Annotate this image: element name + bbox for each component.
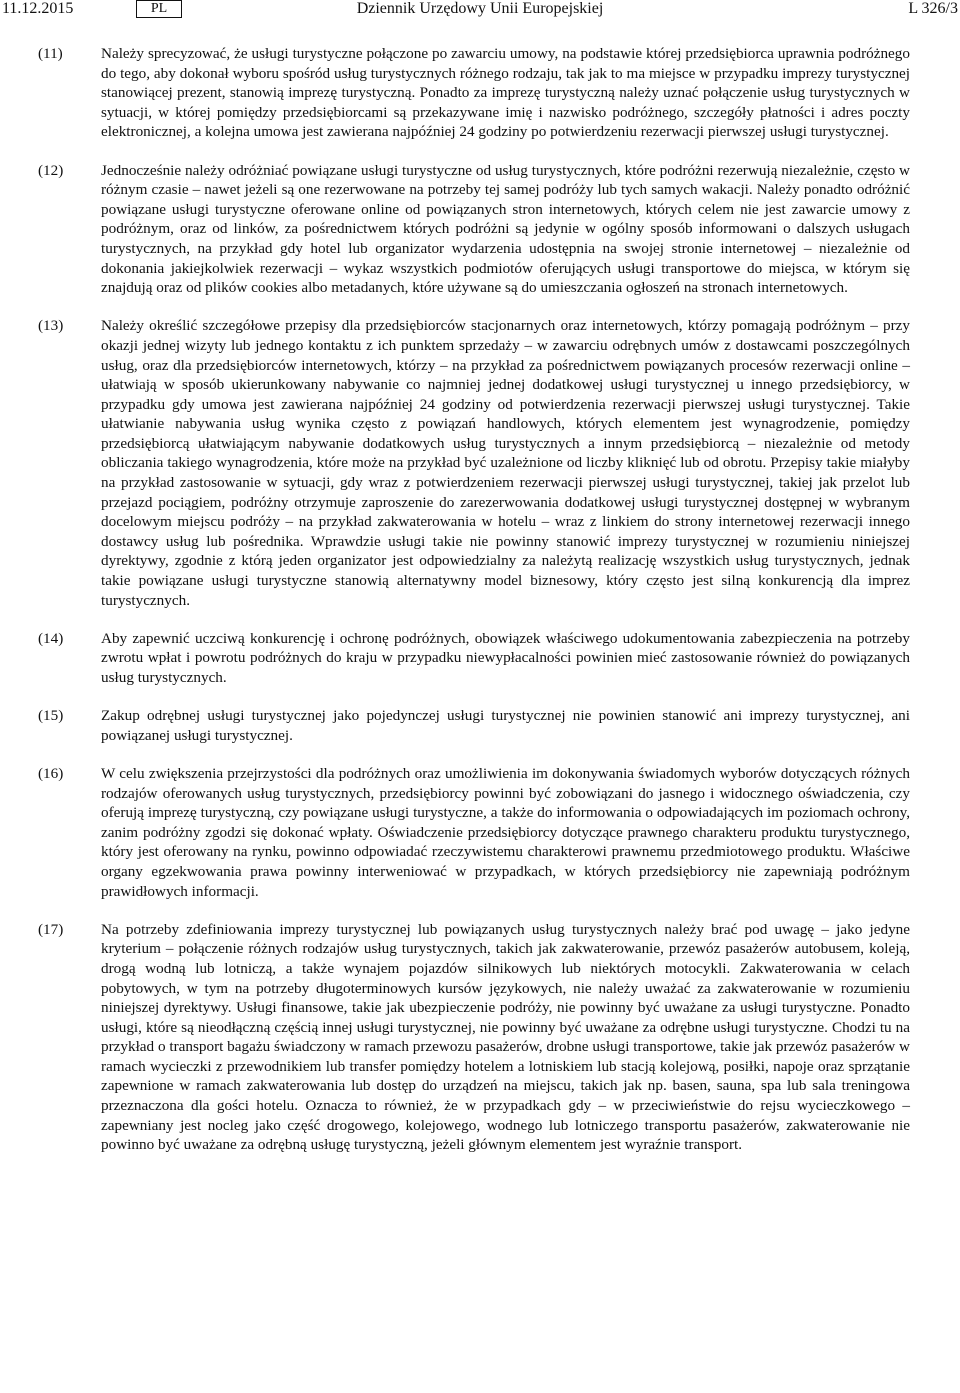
recital-text: Należy sprecyzować, że usługi turystyczne połączone po zawarciu umowy, na podstawie której przedsiębiorca uprawnia podróżnego do tego, aby dokonał wyboru spośród usług turystycznych różnego rodzaju, tak jak to ma miejsce w przypadku imprezy turystycznej stanowiącej prezent, stanowią imprezę turystyczną. Ponadto za imprezę turystyczną należy uznać połączenie usług turystycznych w sytuacji, w której pomiędzy przedsiębiorcami są przekazywane imię i nazwisko podróżnego, szczegóły płatności i adres poczty elektronicznej, a kolejna umowa jest zawierana najpóźniej 24 godziny po potwierdzeniu rezerwacji pierwszej usługi turystycznej. <box>101 45 910 141</box>
recital-number: (16) <box>38 764 64 782</box>
recital-14 <box>0 629 960 688</box>
recital-number: (11) <box>38 45 63 62</box>
recital-17 <box>0 920 960 1155</box>
recital-number: (12) <box>38 161 64 179</box>
recital-11 <box>0 44 960 142</box>
page-header <box>0 0 960 24</box>
recitals-list <box>0 44 960 1173</box>
recital-number: (14) <box>38 629 64 647</box>
publication-date: 11.12.2015 <box>2 0 74 17</box>
recital-text: Zakup odrębnej usługi turystycznej jako pojedynczej usługi turystycznej nie powinien stanowić ani imprezy turystycznej, ani powiązanej usługi turystycznej. <box>101 707 910 744</box>
recital-text: Na potrzeby zdefiniowania imprezy turystycznej lub powiązanych usług turystycznych należy brać pod uwagę – jako jedyne kryterium – połączenie różnych rodzajów usług turystycznych, takich jak zakwaterowanie, przewóz pasażerów autobusem, koleją, drogą wodną lub lotniczą, a także wynajem pojazdów silnikowych lub niektórych motocykli. Zakwaterowania w celach pobytowych, w tym na potrzeby długoterminowych kursów językowych, nie należy uważać za zakwaterowanie w rozumieniu niniejszej dyrektywy. Usługi finansowe, takie jak ubezpieczenie podróży, nie powinny być uważane za usługi turystyczne. Ponadto usługi, które są nieodłączną częścią innej usługi turystycznej, nie powinny być uważane za odrębne usługi turystyczne. Chodzi tu na przykład o transport bagażu świadczony w ramach przewozu pasażerów, drobne usługi transportowe, takie jak przewóz pasażerów w ramach wycieczki z przewodnikiem lub transfer pomiędzy hotelem a lotniskiem lub stacją kolejową, posiłki, napoje oraz sprzątanie zapewnione w ramach zakwaterowania lub dostęp do urządzeń na miejscu, takich jak np. basen, sauna, spa lub sala treningowa przeznaczona dla gości hotelu. Oznacza to również, że w przypadkach gdy – w przeciwieństwie do rejsu wycieczkowego – zapewniany jest nocleg jako część drogowego, kolejowego, wodnego lub lotniczego transportu pasażerów, zakwaterowanie nie powinno być uważane za odrębną usługę turystyczną, jeżeli głównym elementem jest wyraźnie transport. <box>101 920 910 1154</box>
recital-text: Należy określić szczegółowe przepisy dla przedsiębiorców stacjonarnych oraz internetowych, którzy pomagają podróżnym – przy okazji jednej wizyty lub jednego kontaktu z ich punktem sprzedaży – w zawarciu odrębnych umów z dostawcami poszczególnych usług, oraz dla przedsiębiorców internetowych, którzy – na przykład za pośrednictwem powiązanych procesów rezerwacji online – ułatwiają w sposób ukierunkowany nabywanie co najmniej jednej dodatkowej usługi turystycznej u innego przedsiębiorcy, w przypadku gdy umowa jest zawierana najpóźniej 24 godziny od potwierdzenia rezerwacji pierwszej usługi turystycznej. Takie ułatwianie nabywania usług wynika często z powiązań handlowych, których elementem jest wynagrodzenie, pomiędzy przedsiębiorcą ułatwiającym nabywanie dodatkowych usług turystycznych a innym przedsiębiorcą – niezależnie od metody obliczania takiego wynagrodzenia, które może na przykład być uzależnione od liczby kliknięć lub od obrotu. Przepisy takie miałyby na przykład zastosowanie w sytuacji, gdy wraz z potwierdzeniem rezerwacji pierwszej usługi turystycznej, takiej jak przelot lub przejazd pociągiem, podróżny otrzymuje zaproszenie do zarezerwowania dodatkowej usługi turystycznej dostępnej w wybranym docelowym miejscu podróży – na przykład zakwaterowania w hotelu – wraz z linkiem do strony internetowej rezerwacji innego dostawcy usług lub pośrednika. Wprawdzie usługi takie nie powinny stanowić imprezy turystycznej w rozumieniu niniejszej dyrektywy, zgodnie z którą jeden organizator jest odpowiedzialny za należytą realizację wszystkich usług turystycznych, jednak takie powiązane usługi turystyczne stanowią alternatywny model biznesowy, który często jest silną konkurencją dla imprez turystycznych. <box>101 317 910 609</box>
language-badge: PL <box>136 0 182 18</box>
recital-16 <box>0 764 960 901</box>
recital-number: (17) <box>38 920 64 938</box>
recital-text: W celu zwiększenia przejrzystości dla podróżnych oraz umożliwienia im dokonywania świadomych wyborów dotyczących różnych rodzajów oferowanych usług turystycznych, przedsiębiorcy powinni być zobowiązani do jasnego i widocznego oświadczenia, czy oferują imprezę turystyczną, czy powiązane usługi turystyczne, a także do informowania o odpowiadających im poziomach ochrony, zanim podróżny zgodzi się dokonać wpłaty. Oświadczenie przedsiębiorcy dotyczące prawnego charakteru produktu turystycznego, który jest oferowany na rynku, powinno odpowiadać rzeczywistemu charakterowi prawnemu przedmiotowego produktu. Właściwe organy egzekwowania prawa powinny interweniować w przypadkach, w których przedsiębiorcy nie zapewniają podróżnym prawidłowych informacji. <box>101 764 910 900</box>
recital-number: (15) <box>38 707 64 725</box>
recital-13 <box>0 316 960 610</box>
recital-15 <box>0 706 960 745</box>
recital-text: Aby zapewnić uczciwą konkurencję i ochronę podróżnych, obowiązek właściwego udokumentowania zabezpieczenia na potrzeby zwrotu wpłat i powrotu podróżnych do kraju w przypadku niewypłacalności powinien mieć zastosowanie również do powiązanych usług turystycznych. <box>101 629 910 686</box>
recital-number: (13) <box>38 317 64 335</box>
journal-title: Dziennik Urzędowy Unii Europejskiej <box>356 0 604 17</box>
page-number: L 326/3 <box>908 0 958 17</box>
recital-text: Jednocześnie należy odróżniać powiązane usługi turystyczne od usług turystycznych, które podróżni rezerwują niezależnie, często w różnym czasie – nawet jeżeli są one rezerwowane na potrzeby tej samej podróży lub tych samych wakacji. Należy ponadto odróżnić powiązane usługi turystyczne oferowane online od powiązanych stron internetowych, których celem nie jest zawarcie umowy z podróżnym, oraz od linków, za pośrednictwem których podróżni są jedynie w ogólny sposób informowani o dalszych usługach turystycznych, na przykład gdy hotel lub organizator wydarzenia udostępnia na swojej stronie internetowej – niezależnie od dokonania jakiejkolwiek rezerwacji – wykaz wszystkich podmiotów oferujących usługi transportowe do miejsca, w którym się znajdują oraz od plików cookies albo metadanych, które używane są do umieszczania ogłoszeń na stronach internetowych. <box>101 161 910 297</box>
recital-12 <box>0 161 960 298</box>
